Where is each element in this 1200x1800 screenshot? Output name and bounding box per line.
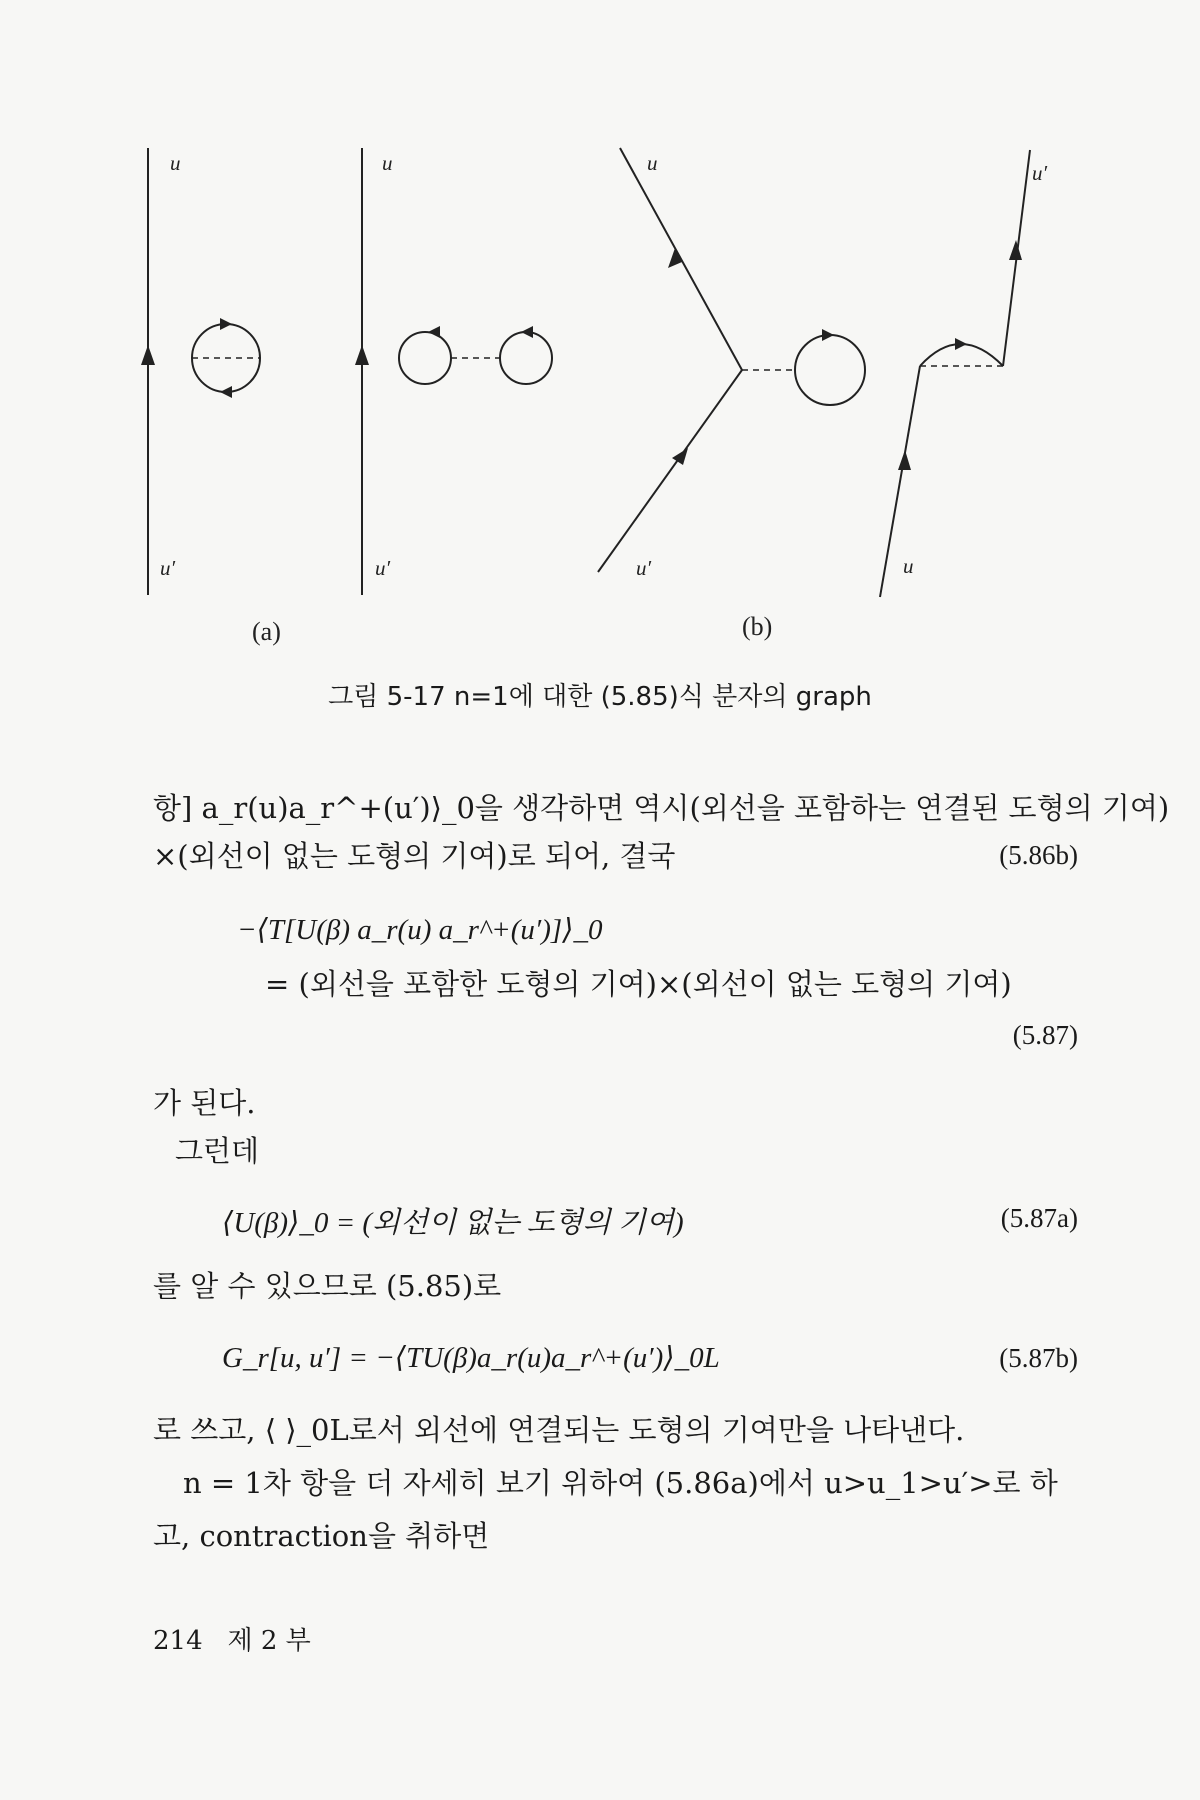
equation-number-5-87b: (5.87b) [999,1343,1078,1373]
arrow-left-icon [521,326,533,338]
equation-5-87-line-2: = (외선을 포함한 도형의 기여)×(외선이 없는 도형의 기여) [265,967,1012,1001]
label-u: u [903,554,914,578]
label-u-prime: u′ [1032,161,1048,185]
equation-5-87a: ⟨U(β)⟩_0 = (외선이 없는 도형의 기여) [222,1207,684,1239]
subfigure-label-b: (b) [742,612,773,641]
body-line-8: 고, contraction을 취하면 [153,1519,490,1553]
equation-number-5-87a: (5.87a) [1000,1203,1078,1233]
arrow-right-icon [220,318,232,330]
figure-caption: 그림 5-17 n=1에 대한 (5.85)식 분자의 graph [328,682,872,712]
arrow-up-right-icon [672,448,688,465]
body-line-4: 그런데 [175,1134,260,1168]
body-line-3: 가 된다. [153,1086,256,1120]
arrow-up-left-icon [668,248,682,268]
arrow-up-icon [898,450,911,470]
body-line-6: 로 쓰고, ⟨ ⟩_0L로서 외선에 연결되는 도형의 기여만을 나타낸다. [153,1413,965,1447]
diagram-b1-line-upper [620,148,742,370]
label-u: u [647,151,658,175]
page-footer [153,1620,311,1657]
label-u-prime: u′ [375,556,391,580]
diagram-a2-bubble-left [399,332,451,384]
label-u-prime: u′ [636,556,652,580]
arrow-up-icon [355,345,369,365]
diagram-b1-bubble [795,335,865,405]
equation-number-5-86b: (5.86b) [999,840,1078,870]
label-u: u [382,151,393,175]
body-line-5: 를 알 수 있으므로 (5.85)로 [153,1269,502,1303]
equation-number-5-87: (5.87) [1012,1020,1078,1050]
diagram-a2-bubble-right [500,332,552,384]
equation-5-87b: G_r[u, u′] = −⟨TU(β)a_r(u)a_r^+(u′)⟩_0L [222,1342,720,1374]
label-u: u [170,151,181,175]
arrow-right-icon [955,338,967,350]
feynman-diagram-figure [0,0,1200,700]
diagram-b2-arc [920,344,1003,366]
body-line-1: 항] a_r(u)a_r^+(u′)⟩_0을 생각하면 역시(외선을 포함하는 연결된 도형의 기여) [153,791,1170,825]
body-line-2: ×(외선이 없는 도형의 기여)로 되어, 결국 [153,839,676,873]
subfigure-label-a: (a) [252,617,281,646]
part-label: 제 2 부 [227,1626,311,1656]
diagram-b1-line-lower [598,370,742,572]
arrow-up-icon [141,345,155,365]
body-line-7: n = 1차 항을 더 자세히 보기 위하여 (5.86a)에서 u>u_1>u′>로 하 [183,1466,1058,1500]
page-number: 214 [153,1626,203,1656]
arrow-right-icon [822,329,834,341]
arrow-left-icon [428,326,440,338]
label-u-prime: u′ [160,556,176,580]
arrow-left-icon [220,386,232,398]
equation-5-87-line-1: −⟨T[U(β) a_r(u) a_r^+(u′)]⟩_0 [237,914,603,946]
arrow-up-icon [1009,240,1022,260]
diagram-b2-line-lower [880,366,920,597]
